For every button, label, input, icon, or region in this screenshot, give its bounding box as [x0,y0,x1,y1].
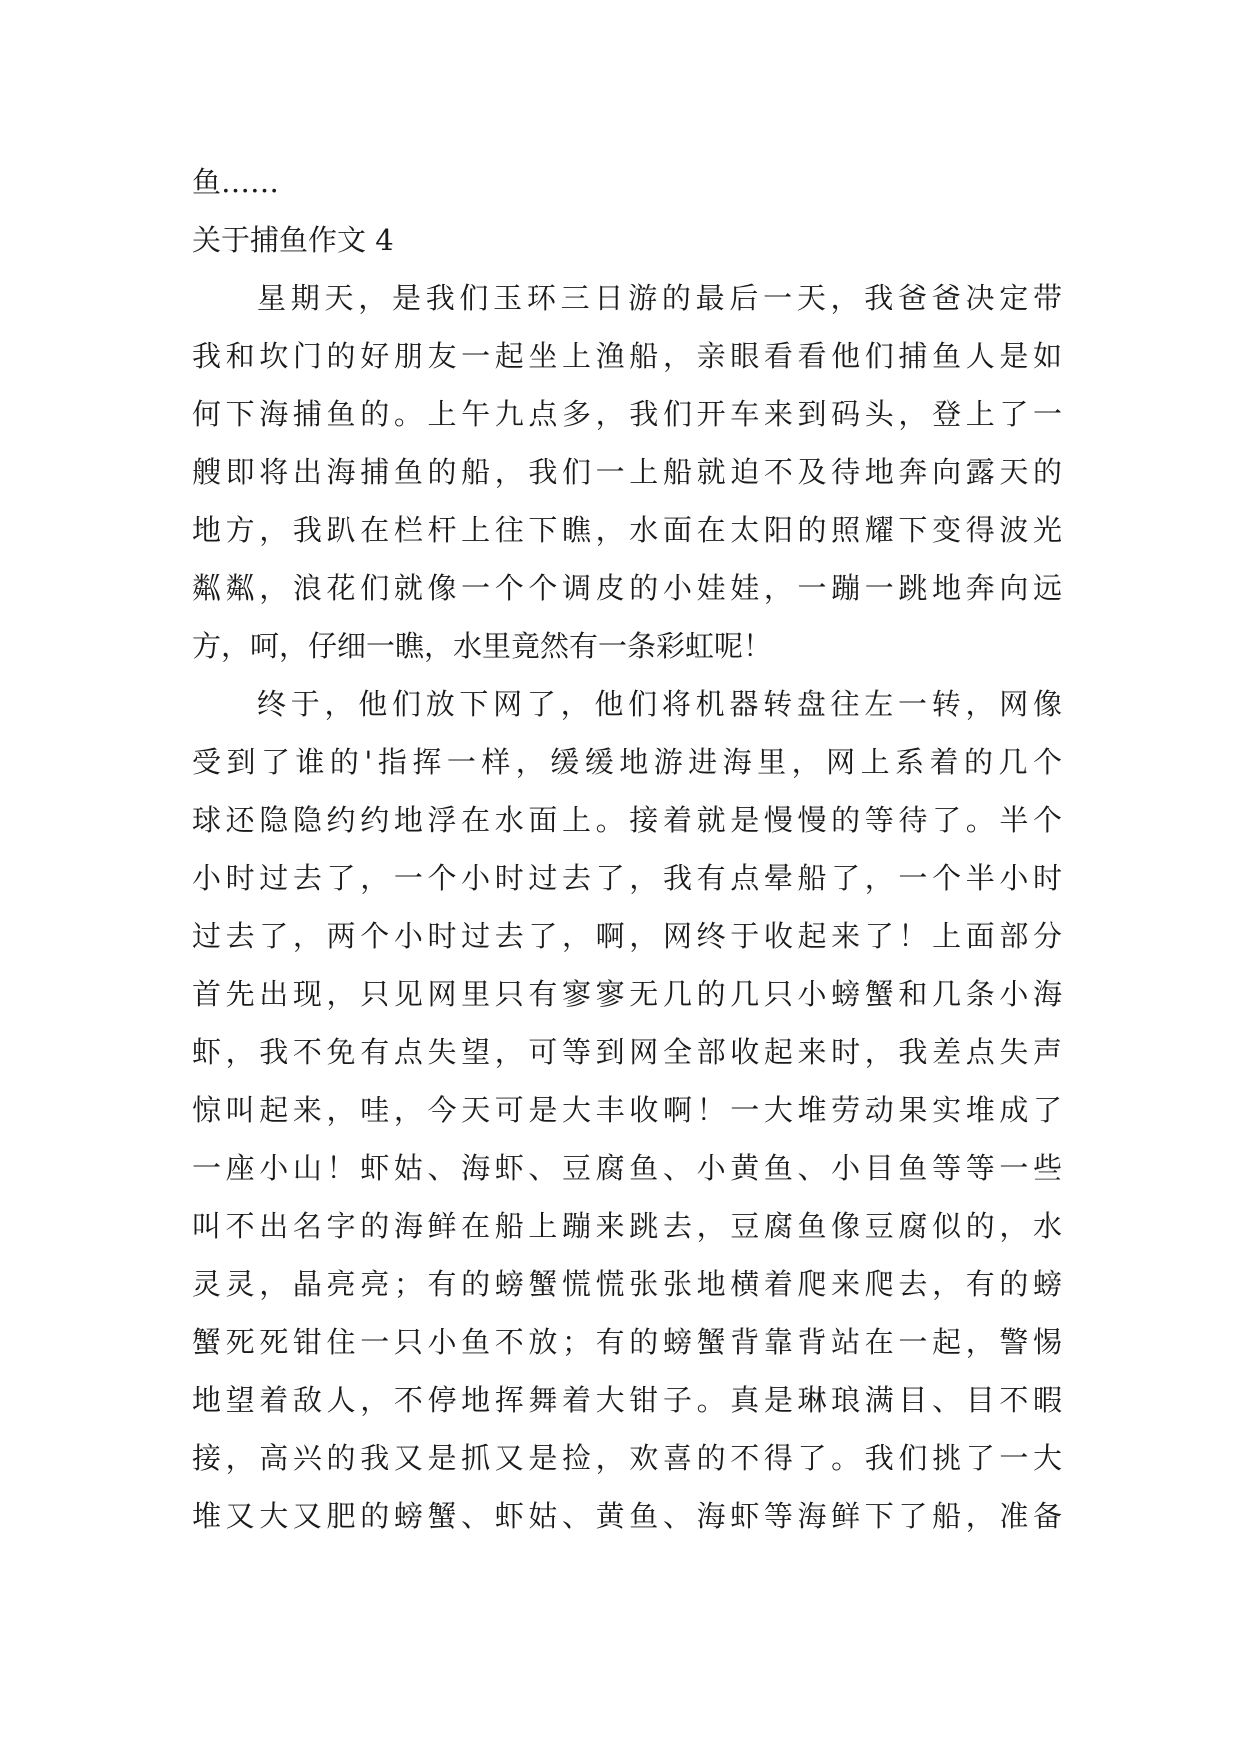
paragraph-2-line: 灵灵，晶亮亮；有的螃蟹慌慌张张地横着爬来爬去，有的螃 [192,1267,1062,1301]
paragraph-2-line: 蟹死死钳住一只小鱼不放；有的螃蟹背靠背站在一起，警惕 [192,1325,1062,1359]
paragraph-2-line: 受到了谁的'指挥一样，缓缓地游进海里，网上系着的几个 [192,745,1062,779]
paragraph-2-line: 小时过去了，一个小时过去了，我有点晕船了，一个半小时 [192,861,1062,895]
paragraph-2-line: 虾，我不免有点失望，可等到网全部收起来时，我差点失声 [192,1035,1062,1069]
paragraph-2-line: 接，高兴的我又是抓又是捡，欢喜的不得了。我们挑了一大 [192,1441,1062,1475]
paragraph-2-line: 终于，他们放下网了，他们将机器转盘往左一转，网像 [257,687,1062,721]
paragraph-1-line: 粼粼，浪花们就像一个个调皮的小娃娃，一蹦一跳地奔向远 [192,571,1062,605]
paragraph-2-line: 球还隐隐约约地浮在水面上。接着就是慢慢的等待了。半个 [192,803,1062,837]
paragraph-2-line: 叫不出名字的海鲜在船上蹦来跳去，豆腐鱼像豆腐似的，水 [192,1209,1062,1243]
paragraph-1-line: 星期天，是我们玉环三日游的最后一天，我爸爸决定带 [257,281,1062,315]
paragraph-1-line: 何下海捕鱼的。上午九点多，我们开车来到码头，登上了一 [192,397,1062,431]
paragraph-2-line: 堆又大又肥的螃蟹、虾姑、黄鱼、海虾等海鲜下了船，准备 [192,1499,1062,1533]
paragraph-2-line: 一座小山！虾姑、海虾、豆腐鱼、小黄鱼、小目鱼等等一些 [192,1151,1062,1185]
paragraph-1-line: 艘即将出海捕鱼的船，我们一上船就迫不及待地奔向露天的 [192,455,1062,489]
paragraph-1-line: 方，呵，仔细一瞧，水里竟然有一条彩虹呢！ [192,629,773,663]
essay-title: 关于捕鱼作文 4 [192,223,394,257]
paragraph-2-line: 过去了，两个小时过去了，啊，网终于收起来了！上面部分 [192,919,1062,953]
paragraph-2-line: 首先出现，只见网里只有寥寥无几的几只小螃蟹和几条小海 [192,977,1062,1011]
paragraph-1-line: 地方，我趴在栏杆上往下瞧，水面在太阳的照耀下变得波光 [192,513,1062,547]
paragraph-2-line: 地望着敌人，不停地挥舞着大钳子。真是琳琅满目、目不暇 [192,1383,1062,1417]
paragraph-2-line: 惊叫起来，哇，今天可是大丰收啊！一大堆劳动果实堆成了 [192,1093,1062,1127]
paragraph-1-line: 我和坎门的好朋友一起坐上渔船，亲眼看看他们捕鱼人是如 [192,339,1062,373]
text-line: 鱼…… [192,165,280,199]
